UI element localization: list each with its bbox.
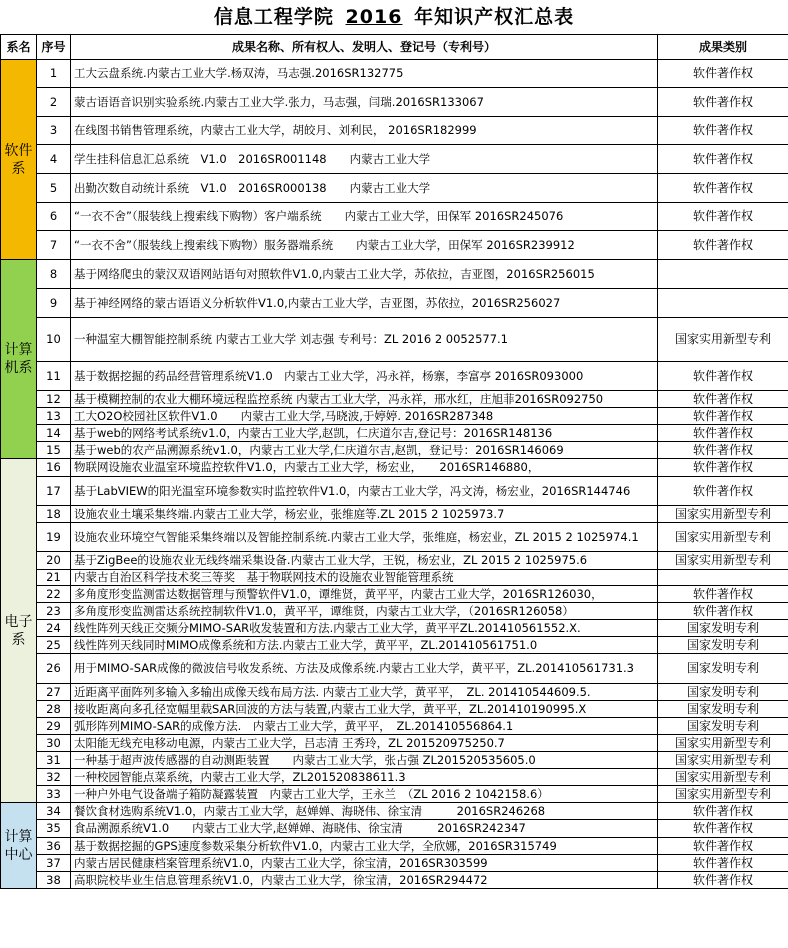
row-number: 2 [37, 88, 71, 117]
table-row [1, 88, 788, 117]
table-row [1, 318, 788, 362]
row-category: 软件著作权 [658, 408, 788, 425]
row-number: 36 [37, 838, 71, 855]
row-content: 近距离平面阵列多输入多输出成像天线布局方法. 内蒙古工业大学，黄平平， ZL. 201410544609.5. [71, 684, 658, 701]
row-number: 33 [37, 786, 71, 803]
row-number: 14 [37, 425, 71, 442]
table-row [1, 620, 788, 637]
row-category: 软件著作权 [658, 145, 788, 174]
table-row [1, 260, 788, 289]
table-row [1, 855, 788, 872]
row-number: 18 [37, 506, 71, 523]
row-category: 国家发明专利 [658, 684, 788, 701]
row-number: 8 [37, 260, 71, 289]
table-row [1, 145, 788, 174]
row-content: 工大云盘系统.内蒙古工业大学.杨双涛，马志强.2016SR132775 [71, 60, 658, 88]
row-content: 基于ZigBee的设施农业无线终端采集设备.内蒙古工业大学，王锐，杨宏业，ZL 2015 2 1025975.6 [71, 552, 658, 570]
row-category: 软件著作权 [658, 838, 788, 855]
row-number: 15 [37, 442, 71, 459]
row-content: 太阳能无线充电移动电源，内蒙古工业大学，吕志清 王秀玲，ZL 201520975250.7 [71, 735, 658, 752]
row-number: 1 [37, 60, 71, 88]
table-row [1, 289, 788, 318]
row-content: 蒙古语语音识别实验系统.内蒙古工业大学.张力，马志强，闫瑞.2016SR133067 [71, 88, 658, 117]
row-number: 32 [37, 769, 71, 786]
title-suffix: 年知识产权汇总表 [414, 6, 575, 28]
row-number: 7 [37, 231, 71, 260]
row-number: 12 [37, 391, 71, 408]
row-content: 出勤次数自动统计系统 V1.0 2016SR000138 内蒙古工业大学 [71, 174, 658, 203]
row-category: 国家实用新型专利 [658, 506, 788, 523]
table-row [1, 637, 788, 654]
row-number: 3 [37, 117, 71, 145]
row-category: 软件著作权 [658, 231, 788, 260]
row-number: 10 [37, 318, 71, 362]
table-row [1, 603, 788, 620]
row-category: 国家实用新型专利 [658, 523, 788, 552]
table-row [1, 735, 788, 752]
row-number: 34 [37, 803, 71, 820]
table-row [1, 654, 788, 684]
row-number: 38 [37, 872, 71, 889]
row-content: 弧形阵列MIMO-SAR的成像方法. 内蒙古工业大学，黄平平， ZL.201410556864.1 [71, 718, 658, 735]
table-row [1, 203, 788, 231]
table-row [1, 174, 788, 203]
row-content: 基于网络爬虫的蒙汉双语网站语句对照软件V1.0,内蒙古工业大学，苏依拉，吉亚图，2016SR256015 [71, 260, 658, 289]
table-row [1, 684, 788, 701]
row-number: 31 [37, 752, 71, 769]
row-category: 软件著作权 [658, 60, 788, 88]
table-row [1, 803, 788, 820]
table-body [1, 60, 788, 889]
row-category: 软件著作权 [658, 425, 788, 442]
row-category: 国家实用新型专利 [658, 769, 788, 786]
row-content: “一衣不舍”（服装线上搜索线下购物）客户端系统 内蒙古工业大学，田保军 2016SR245076 [71, 203, 658, 231]
department-name: 电子系 [1, 459, 37, 803]
row-content: 基于LabVIEW的阳光温室环境参数实时监控软件V1.0，内蒙古工业大学，冯文涛，杨宏业，2016SR144746 [71, 477, 658, 506]
row-content: 一种温室大棚智能控制系统 内蒙古工业大学 刘志强 专利号：ZL 2016 2 0052577.1 [71, 318, 658, 362]
row-content: 基于数据挖掘的药品经营管理系统V1.0 内蒙古工业大学，冯永祥，杨寨，李富亭 2016SR093000 [71, 362, 658, 391]
header-category: 成果类别 [658, 35, 788, 60]
table-row [1, 117, 788, 145]
table-row [1, 820, 788, 838]
row-number: 20 [37, 552, 71, 570]
row-category: 国家发明专利 [658, 718, 788, 735]
table-row [1, 231, 788, 260]
row-content: 用于MIMO-SAR成像的微波信号收发系统、方法及成像系统.内蒙古工业大学，黄平平，ZL.201410561731.3 [71, 654, 658, 684]
title-prefix: 信息工程学院 [213, 6, 334, 28]
table-row [1, 769, 788, 786]
page-title [0, 0, 788, 34]
row-content: 一种基于超声波传感器的自动测距装置 内蒙古工业大学，张占强 ZL201520535605.0 [71, 752, 658, 769]
table-row [1, 701, 788, 718]
row-number: 35 [37, 820, 71, 838]
row-category: 软件著作权 [658, 586, 788, 603]
table-row [1, 523, 788, 552]
row-number: 24 [37, 620, 71, 637]
row-content: 内蒙古自治区科学技术奖三等奖 基于物联网技术的设施农业智能管理系统 [71, 570, 658, 586]
header-content: 成果名称、所有权人、发明人、登记号（专利号） [71, 35, 658, 60]
row-content: 基于web的网络考试系统v1.0，内蒙古工业大学,赵凯，仁庆道尔吉,登记号：2016SR148136 [71, 425, 658, 442]
row-category: 软件著作权 [658, 855, 788, 872]
department-name: 软件系 [1, 60, 37, 260]
row-content: 基于神经网络的蒙古语语义分析软件V1.0,内蒙古工业大学，吉亚图，苏依拉，2016SR256027 [71, 289, 658, 318]
row-content: 线性阵列天线同时MIMO成像系统和方法.内蒙古工业大学，黄平平，ZL.201410561751.0 [71, 637, 658, 654]
row-category: 国家实用新型专利 [658, 735, 788, 752]
row-number: 28 [37, 701, 71, 718]
table-row [1, 425, 788, 442]
row-category: 国家实用新型专利 [658, 752, 788, 769]
row-number: 16 [37, 459, 71, 477]
table-row [1, 718, 788, 735]
row-content: 一种户外电气设备端子箱防凝露装置 内蒙古工业大学，王永兰 （ZL 2016 2 1042158.6） [71, 786, 658, 803]
row-number: 21 [37, 570, 71, 586]
ip-summary-table [0, 34, 788, 889]
header-dept: 系名 [1, 35, 37, 60]
row-category: 国家发明专利 [658, 701, 788, 718]
table-row [1, 552, 788, 570]
row-category: 软件著作权 [658, 603, 788, 620]
row-category [658, 289, 788, 318]
row-number: 25 [37, 637, 71, 654]
row-content: 高职院校毕业生信息管理系统V1.0，内蒙古工业大学，徐宝清，2016SR294472 [71, 872, 658, 889]
row-category: 国家发明专利 [658, 637, 788, 654]
row-content: 线性阵列天线正交频分MIMO-SAR收发装置和方法.内蒙古工业大学，黄平平ZL.201410561552.X. [71, 620, 658, 637]
row-content: 基于web的农产品溯源系统v1.0，内蒙古工业大学,仁庆道尔吉,赵凯，登记号：2016SR146069 [71, 442, 658, 459]
row-number: 11 [37, 362, 71, 391]
row-category: 软件著作权 [658, 174, 788, 203]
row-content: 学生挂科信息汇总系统 V1.0 2016SR001148 内蒙古工业大学 [71, 145, 658, 174]
row-category: 软件著作权 [658, 872, 788, 889]
table-row [1, 391, 788, 408]
row-category: 软件著作权 [658, 442, 788, 459]
row-category: 软件著作权 [658, 391, 788, 408]
row-number: 19 [37, 523, 71, 552]
row-content: 一种校园智能点菜系统，内蒙古工业大学，ZL201520838611.3 [71, 769, 658, 786]
row-number: 9 [37, 289, 71, 318]
row-number: 27 [37, 684, 71, 701]
row-content: 食品溯源系统V1.0 内蒙古工业大学,赵婵婵、海晓伟、徐宝清 2016SR242347 [71, 820, 658, 838]
row-number: 29 [37, 718, 71, 735]
row-category: 国家发明专利 [658, 620, 788, 637]
table-row [1, 872, 788, 889]
title-year: 2016 [345, 6, 403, 28]
row-content: 多角度形变监测雷达数据管理与预警软件V1.0，谭维贤，黄平平，内蒙古工业大学，2016SR126030， [71, 586, 658, 603]
row-category: 软件著作权 [658, 203, 788, 231]
row-category: 软件著作权 [658, 803, 788, 820]
row-content: 设施农业土壤采集终端.内蒙古工业大学，杨宏业，张维庭等.ZL 2015 2 1025973.7 [71, 506, 658, 523]
row-category: 国家实用新型专利 [658, 552, 788, 570]
table-row [1, 408, 788, 425]
row-category [658, 260, 788, 289]
table-row [1, 506, 788, 523]
row-category: 软件著作权 [658, 820, 788, 838]
row-category: 软件著作权 [658, 362, 788, 391]
row-number: 17 [37, 477, 71, 506]
table-row [1, 442, 788, 459]
row-category: 软件著作权 [658, 88, 788, 117]
row-content: 内蒙古居民健康档案管理系统V1.0，内蒙古工业大学，徐宝清，2016SR303599 [71, 855, 658, 872]
row-number: 13 [37, 408, 71, 425]
table-row [1, 570, 788, 586]
table-row [1, 586, 788, 603]
header-row [1, 35, 788, 60]
row-number: 23 [37, 603, 71, 620]
row-number: 26 [37, 654, 71, 684]
row-category: 软件著作权 [658, 477, 788, 506]
table-row [1, 838, 788, 855]
table-row [1, 786, 788, 803]
table-row [1, 477, 788, 506]
row-number: 37 [37, 855, 71, 872]
row-content: 物联网设施农业温室环境监控软件V1.0，内蒙古工业大学，杨宏业， 2016SR146880， [71, 459, 658, 477]
row-content: 餐饮食材选购系统V1.0，内蒙古工业大学，赵婵婵、海晓伟、徐宝清 2016SR246268 [71, 803, 658, 820]
header-no: 序号 [37, 35, 71, 60]
department-name: 计算中心 [1, 803, 37, 889]
row-category [658, 570, 788, 586]
row-number: 5 [37, 174, 71, 203]
row-number: 6 [37, 203, 71, 231]
table-row [1, 752, 788, 769]
row-number: 22 [37, 586, 71, 603]
row-category: 国家发明专利 [658, 654, 788, 684]
row-content: 接收距离向多孔径宽幅里载SAR回波的方法与装置,内蒙古工业大学，黄平平，ZL.201410190995.X [71, 701, 658, 718]
table-row [1, 362, 788, 391]
row-category: 国家实用新型专利 [658, 786, 788, 803]
row-category: 国家实用新型专利 [658, 318, 788, 362]
row-content: 多角度形变监测雷达系统控制软件V1.0，黄平平，谭维贤，内蒙古工业大学，（2016SR126058） [71, 603, 658, 620]
row-category: 软件著作权 [658, 117, 788, 145]
row-content: 设施农业环境空气智能采集终端以及智能控制系统.内蒙古工业大学，张维庭，杨宏业，ZL 2015 2 1025974.1 [71, 523, 658, 552]
row-content: 基于数据挖掘的GPS速度参数采集分析软件V1.0，内蒙古工业大学，全欣娜，2016SR315749 [71, 838, 658, 855]
row-category: 软件著作权 [658, 459, 788, 477]
row-number: 4 [37, 145, 71, 174]
row-content: 基于模糊控制的农业大棚环境远程监控系统 内蒙古工业大学，冯永祥，邢水红，庄旭菲2016SR092750 [71, 391, 658, 408]
department-name: 计算机系 [1, 260, 37, 459]
table-row [1, 60, 788, 88]
row-content: 工大O2O校园社区软件V1.0 内蒙古工业大学,马晓波,于婷婷. 2016SR287348 [71, 408, 658, 425]
row-content: “一衣不舍”（服装线上搜索线下购物）服务器端系统 内蒙古工业大学，田保军 2016SR239912 [71, 231, 658, 260]
table-row [1, 459, 788, 477]
row-content: 在线图书销售管理系统，内蒙古工业大学，胡皎月、刘利民， 2016SR182999 [71, 117, 658, 145]
row-number: 30 [37, 735, 71, 752]
